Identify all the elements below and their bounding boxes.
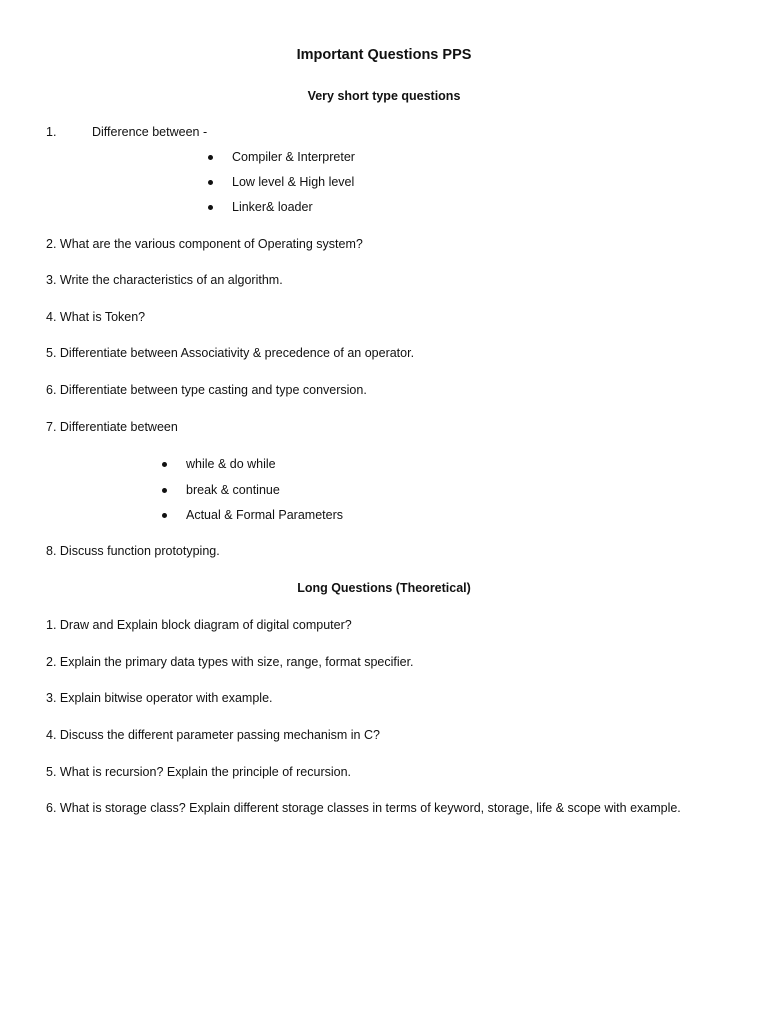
bullet-icon xyxy=(162,513,167,518)
bullet-icon xyxy=(208,180,213,185)
q1-bullet-item: Low level & High level xyxy=(232,175,355,189)
q1-text: Difference between - xyxy=(92,125,208,139)
q1-bullet-item: Compiler & Interpreter xyxy=(232,150,355,164)
short-questions-heading: Very short type questions xyxy=(307,89,461,103)
question-item: 2. What are the various component of Operating system? xyxy=(46,237,363,251)
long-question-item: 6. What is storage class? Explain different storage classes in terms of keyword, storage, life & scope with example. xyxy=(46,801,681,815)
long-questions-heading: Long Questions (Theoretical) xyxy=(297,581,471,595)
long-question-item: 2. Explain the primary data types with size, range, format specifier. xyxy=(46,655,414,669)
document-title: Important Questions PPS xyxy=(296,47,472,63)
q7-bullet-item: Actual & Formal Parameters xyxy=(186,508,343,522)
question-item: 5. Differentiate between Associativity & precedence of an operator. xyxy=(46,346,415,360)
bullet-icon xyxy=(208,205,213,210)
bullet-icon xyxy=(162,462,167,467)
q7-bullet-item: break & continue xyxy=(186,483,280,497)
long-question-item: 1. Draw and Explain block diagram of digital computer? xyxy=(46,618,352,632)
long-question-item: 4. Discuss the different parameter passing mechanism in C? xyxy=(46,728,380,742)
bullet-icon xyxy=(208,155,213,160)
q1-number: 1. xyxy=(46,125,57,139)
question-item: 4. What is Token? xyxy=(46,310,146,324)
question-item: 6. Differentiate between type casting and type conversion. xyxy=(46,383,367,397)
long-question-item: 3. Explain bitwise operator with example. xyxy=(46,691,273,705)
question-item: 8. Discuss function prototyping. xyxy=(46,544,220,558)
long-question-item: 5. What is recursion? Explain the principle of recursion. xyxy=(46,765,352,779)
q7-bullet-item: while & do while xyxy=(186,457,276,471)
question-item: 3. Write the characteristics of an algorithm. xyxy=(46,273,283,287)
q1-bullet-item: Linker& loader xyxy=(232,200,313,214)
question-item: 7. Differentiate between xyxy=(46,420,178,434)
bullet-icon xyxy=(162,488,167,493)
